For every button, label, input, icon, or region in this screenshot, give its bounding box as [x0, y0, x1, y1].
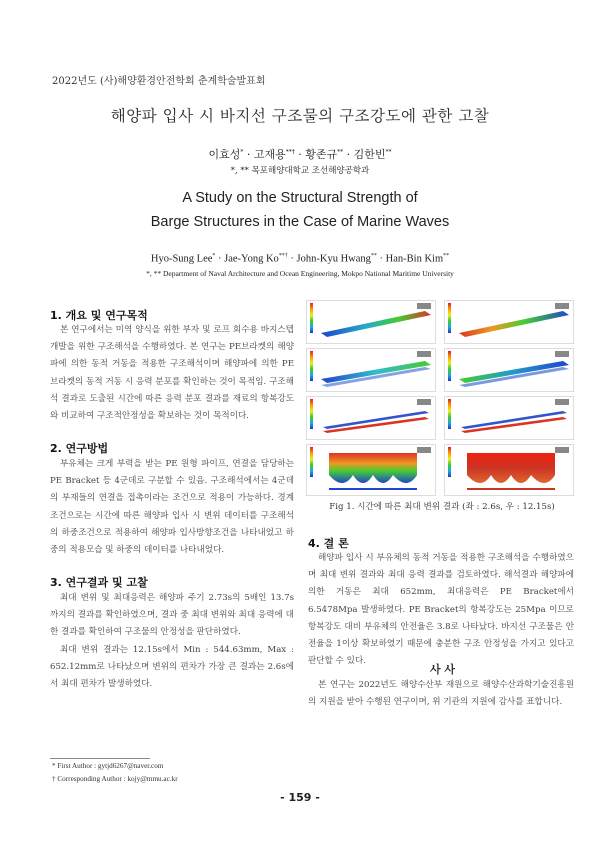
simulation-image	[306, 444, 436, 496]
author-mark: **†	[278, 253, 288, 259]
section-4-body	[308, 550, 574, 670]
footnote-divider	[50, 758, 150, 759]
simulation-image	[306, 300, 436, 344]
affiliation-korean: *, ** 목포해양대학교 조선해양공학과	[230, 166, 370, 176]
paragraph: 최대 변위 결과는 12.15s에서 Min : 544.63mm, Max : 652.12mm로 나타났으며 변위의 편차가 가장 큰 결과는 2.6s에서 최대 편차가 발생하였다.	[50, 644, 294, 690]
paper-title-english-line1: A Study on the Structural Strength of	[182, 190, 418, 206]
author-name: 고재용	[253, 148, 286, 161]
author-name: Han-Bin Kim	[385, 253, 444, 265]
simulation-image	[444, 396, 574, 440]
acknowledgement-heading: 사 사	[429, 663, 456, 676]
author-mark: **†	[285, 148, 295, 156]
acknowledgement-body	[308, 677, 574, 711]
section-3-heading: 3. 연구결과 및 고찰	[50, 576, 148, 589]
author-mark: *	[212, 253, 216, 259]
figure-1	[306, 300, 574, 496]
affiliation-english: *, ** Department of Naval Architecture and Ocean Engineering, Mokpo National Maritime University	[146, 269, 454, 278]
simulation-image	[306, 396, 436, 440]
figure-1-caption: Fig 1. 시간에 따른 최대 변위 결과 (좌 : 2.6s, 우 : 12.15s)	[329, 502, 555, 512]
author-name: 이효성	[208, 148, 241, 161]
simulation-image	[444, 300, 574, 344]
footnote-first-author: * First Author : gytjd6267@naver.com	[52, 762, 164, 770]
paragraph: 본 연구에서는 미역 양식을 위한 부자 및 로프 회수용 바지스텝 개발을 위한 구조해석을 수행하였다. 본 연구는 PE브라켓의 해양파에 의한 동적 거동을 적용한 구조해석이며 해양파에 의한 PE 브라켓의 동적 거동 시 응력 분포를 확인하는 것이 목적임. 구조해석 결과로 도출된 시간에 따른 응력 분포 결과를 재료의 항복강도와 비교하여 구조적안정성을 확보하는 것이 목적이다.	[50, 325, 294, 422]
author-mark: **	[443, 253, 450, 259]
conference-header: 2022년도 (사)해양환경안전학회 춘계학술발표회	[52, 76, 266, 87]
paper-title-korean: 해양파 입사 시 바지선 구조물의 구조강도에 관한 고찰	[110, 107, 490, 125]
simulation-image	[306, 348, 436, 392]
author-name: 김한빈	[353, 148, 386, 161]
page-number: - 159 -	[280, 791, 320, 804]
authors-korean: 이효성* · 고재용**† · 황존규** · 김한빈**	[208, 148, 392, 161]
section-2-body	[50, 456, 294, 559]
paragraph: 부유체는 크게 부력을 받는 PE 원형 파이프, 연결을 담당하는 PE Bracket 등 4군데로 구분할 수 있음. 구조해석에서는 4군데의 부재들의 연결을 접촉이라는 조건으로 적용이 가능하다. 경계조건으로는 시간에 따른 해양파 입사 시 변위 데이터를 구조해석의 하중조건으로 적용하여 해양파 입사방향조건을 나타내었고 하중의 적용모습 및 하중의 데이터를 나타내었다.	[50, 459, 294, 556]
author-mark: *	[240, 148, 244, 156]
author-mark: **	[385, 148, 392, 156]
simulation-image	[444, 348, 574, 392]
simulation-image	[444, 444, 574, 496]
section-2-heading: 2. 연구방법	[50, 442, 109, 455]
author-name: 황존규	[305, 148, 338, 161]
authors-english: Hyo-Sung Lee* · Jae-Yong Ko**† · John-Kyu Hwang** · Han-Bin Kim**	[150, 253, 450, 265]
section-4-heading: 4. 결 론	[308, 537, 349, 550]
footnote-corresponding-author: † Corresponding Author : kojy@mmu.ac.kr	[52, 775, 178, 783]
author-mark: **	[370, 253, 377, 259]
author-mark: **	[337, 148, 344, 156]
section-1-heading: 1. 개요 및 연구목적	[50, 309, 148, 322]
section-1-body	[50, 322, 294, 425]
paragraph: 최대 변위 및 최대응력은 해양파 주기 2.73s의 5배인 13.7s 까지의 결과를 확인하였으며, 결과 중 최대 변위와 최대 응력에 대한 결과를 확인하여 구조물의 안정성을 판단하였다.	[50, 593, 294, 638]
author-name: John-Kyu Hwang	[296, 253, 371, 265]
paper-title-english-line2: Barge Structures in the Case of Marine Waves	[150, 214, 450, 230]
paragraph: 해양파 입사 시 부유체의 동적 거동을 적용한 구조해석을 수행하였으며 최대 변위 결과와 최대 응력 결과를 검토하였다. 해석결과 해양파에 의한 거동은 최대 652mm, 최대응력은 PE Bracket에서 6.5478Mpa 발생하였다. PE Bracket의 항복강도는 25Mpa 이므로 항복강도 대비 부유체의 안전율은 3.8로 나타났다. 바지선 구조물은 안전율을 1이상 확보하였기 때문에 충분한 구조 안정성을 가지고 있다고 판단할 수 있다.	[308, 553, 574, 667]
author-name: Jae-Yong Ko	[224, 253, 279, 265]
section-3-body	[50, 590, 294, 693]
author-name: Hyo-Sung Lee	[150, 253, 213, 265]
paragraph: 본 연구는 2022년도 해양수산부 재원으로 해양수산과학기술진흥원의 지원을 받아 수행된 연구이며, 위 기관의 지원에 감사를 표합니다.	[308, 680, 574, 708]
